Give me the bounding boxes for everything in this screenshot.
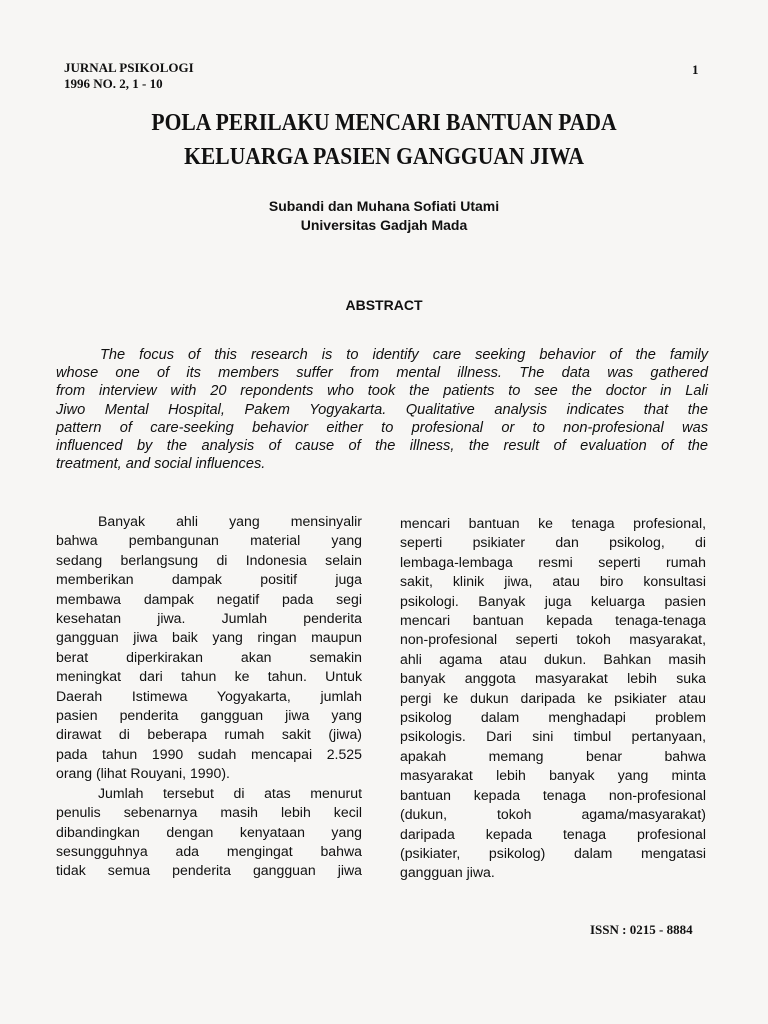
- body-line: (psikiater, psikolog) dalam mengatasi: [400, 844, 706, 861]
- body-line: meningkat dari tahun ke tahun. Untuk: [56, 668, 362, 685]
- body-line: sedang berlangsung di Indonesia selain: [56, 551, 362, 568]
- body-line: tidak semua penderita gangguan jiwa: [56, 862, 362, 879]
- abstract-line: treatment, and social influences.: [56, 456, 266, 473]
- body-column-right: [400, 514, 706, 883]
- body-line: psikolog dalam menghadapi problem: [400, 709, 706, 726]
- body-line: gangguan jiwa baik yang ringan maupun: [56, 629, 362, 646]
- body-line: gangguan jiwa.: [400, 864, 495, 881]
- body-line: sakit, klinik jiwa, atau biro konsultasi: [400, 573, 706, 590]
- body-line: psikologis. Dari sini timbul pertanyaan,: [400, 728, 706, 745]
- body-line: ahli agama atau dukun. Bahkan masih: [400, 650, 706, 667]
- body-line: mencari bantuan ke tenaga profesional,: [400, 515, 706, 531]
- body-line: (dukun, tokoh agama/masyarakat): [400, 806, 706, 823]
- body-line: kesehatan jiwa. Jumlah penderita: [56, 610, 362, 627]
- body-line: membawa dampak negatif pada segi: [56, 590, 362, 607]
- body-line: Banyak ahli yang mensinyalir: [98, 513, 362, 529]
- author-affiliation: Universitas Gadjah Mada: [300, 217, 468, 233]
- body-line: dirawat di beberapa rumah sakit (jiwa): [56, 726, 362, 743]
- body-line: seperti psikiater dan psikolog, di: [400, 534, 706, 551]
- abstract-line: The focus of this research is to identify care seeking behavior of the family: [100, 347, 708, 363]
- body-line: pasien penderita gangguan jiwa yang: [56, 707, 362, 724]
- body-line: apakah memang benar bahwa: [400, 747, 706, 764]
- body-line: masyarakat lebih banyak yang minta: [400, 767, 706, 784]
- abstract-line: whose one of its members suffer from mental illness. The data was gathered: [56, 365, 708, 382]
- journal-name: JURNAL PSIKOLOGI: [64, 60, 194, 75]
- abstract-line: pattern of care-seeking behavior either to profesional or to non-profesional was: [56, 419, 708, 436]
- author-names: Subandi dan Muhana Sofiati Utami: [268, 198, 500, 214]
- body-line: psikologi. Banyak juga keluarga pasien: [400, 592, 706, 609]
- body-line: sesungguhnya ada mengingat bahwa: [56, 842, 362, 859]
- title-line: POLA PERILAKU MENCARI BANTUAN PADA: [151, 110, 617, 136]
- body-line: lembaga-lembaga resmi seperti rumah: [400, 553, 706, 570]
- body-line: banyak anggota masyarakat lebih suka: [400, 670, 706, 687]
- body-line: penulis sebenarnya masih lebih kecil: [56, 804, 362, 821]
- body-line: mencari bantuan kepada tenaga-tenaga: [400, 612, 706, 629]
- journal-citation: [64, 60, 194, 92]
- body-line: pada tahun 1990 sudah mencapai 2.525: [56, 745, 362, 762]
- body-column-left: [56, 512, 362, 881]
- body-line: pergi ke dukun daripada ke psikiater atau: [400, 689, 706, 706]
- abstract-line: influenced by the analysis of cause of the illness, the result of evaluation of the: [56, 438, 708, 455]
- body-line: Daerah Istimewa Yogyakarta, jumlah: [56, 687, 362, 704]
- abstract-heading: ABSTRACT: [345, 297, 423, 313]
- body-line: orang (lihat Rouyani, 1990).: [56, 765, 230, 782]
- paper-title: [38, 106, 729, 174]
- abstract-line: from interview with 20 repondents who took the patients to see the doctor in Lali: [56, 383, 708, 400]
- page-number: 1: [692, 62, 699, 77]
- body-line: daripada kepada tenaga profesional: [400, 825, 706, 842]
- title-line: KELUARGA PASIEN GANGGUAN JIWA: [184, 144, 584, 170]
- issn-number: ISSN : 0215 - 8884: [590, 922, 693, 937]
- abstract-body: [56, 346, 708, 473]
- abstract-line: Jiwo Mental Hospital, Pakem Yogyakarta. Qualitative analysis indicates that the: [56, 401, 708, 418]
- body-line: dibandingkan dengan kenyataan yang: [56, 823, 362, 840]
- body-line: Jumlah tersebut di atas menurut: [98, 784, 362, 801]
- journal-issue: 1996 NO. 2, 1 - 10: [64, 76, 163, 91]
- body-line: non-profesional seperti tokoh masyarakat,: [400, 631, 706, 648]
- body-line: memberikan dampak positif juga: [56, 571, 362, 588]
- authors-block: [0, 197, 768, 235]
- body-line: bahwa pembangunan material yang: [56, 532, 362, 549]
- body-line: bantuan kepada tenaga non-profesional: [400, 786, 706, 803]
- body-line: berat diperkirakan akan semakin: [56, 648, 362, 665]
